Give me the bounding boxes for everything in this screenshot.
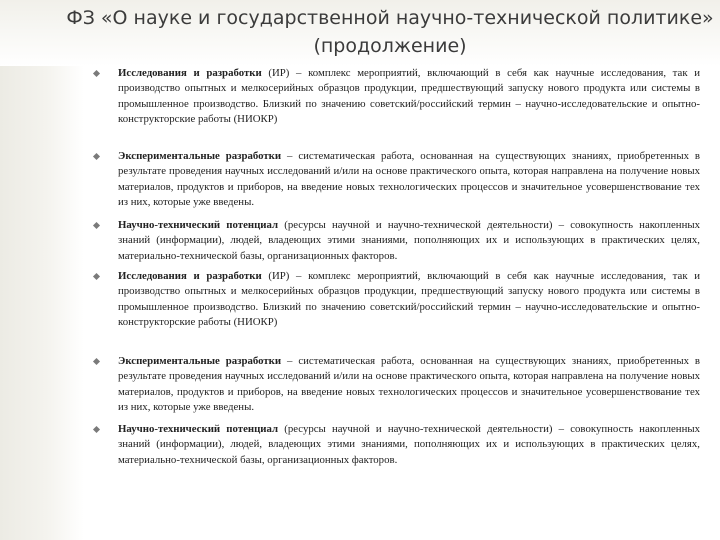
bullet-icon [93, 70, 100, 77]
item-definition: – систематическая работа, основанная на существующих знаниях, приобретенных в результате проведения научных исследований и/или на основе практического опыта, которая направлена на получение новых материалов, продуктов и приборов, на введение новых технологических процессов и значительное усовершенствование тех из них, которые уже введены. [118, 355, 700, 414]
bullet-icon [93, 153, 100, 160]
slide-title: ФЗ «О науке и государственной научно-технической политике» (продолжение) [66, 7, 714, 57]
item-definition: – систематическая работа, основанная на существующих знаниях, приобретенных в результате проведения научных исследований и/или на основе практического опыта, которая направлена на получение новых материалов, продуктов и приборов, на введение новых технологических процессов и значительное усовершенствование тех из них, которые уже введены. [118, 150, 700, 209]
item-abbr: (ИР) [261, 270, 290, 282]
item-text [118, 422, 700, 468]
item-definition: – комплекс мероприятий, включающий в себя как научные исследования, так и производство опытных и мелкосерийных образцов продукции, предшествующий запуску нового продукта или системы в промышленное производство. Близкий по значению советский/российский термин – научно-исследовательские и опытно-конструкторские работы (НИОКР) [118, 270, 700, 329]
item-text [118, 269, 700, 331]
item-text [118, 354, 700, 416]
item-text [118, 66, 700, 128]
item-definition: (ресурсы научной и научно-технической деятельности) – совокупность накопленных знаний (информации), людей, владеющих этими знаниями, пополняющих их и использующих в практических целях, материально-технической базы, организационных факторов. [118, 423, 700, 466]
item-term: Исследования и разработки [118, 270, 262, 282]
bullet-icon [93, 426, 100, 433]
item-term: Экспериментальные разработки [118, 150, 282, 162]
item-text [118, 218, 700, 264]
item-term: Экспериментальные разработки [118, 355, 282, 367]
item-term: Исследования и разработки [118, 67, 262, 79]
bullet-icon [93, 358, 100, 365]
item-abbr: (ИР) [261, 67, 290, 79]
item-term: Научно-технический потенциал [118, 423, 279, 435]
item-definition: (ресурсы научной и научно-технической деятельности) – совокупность накопленных знаний (информации), людей, владеющих этими знаниями, пополняющих их и использующих в практических целях, материально-технической базы, организационных факторов. [118, 219, 700, 262]
bullet-icon [93, 273, 100, 280]
item-text [118, 149, 700, 211]
item-definition: – комплекс мероприятий, включающий в себя как научные исследования, так и производство опытных и мелкосерийных образцов продукции, предшествующий запуску нового продукта или системы в промышленное производство. Близкий по значению советский/российский термин – научно-исследовательские и опытно-конструкторские работы (НИОКР) [118, 67, 700, 126]
item-term: Научно-технический потенциал [118, 219, 279, 231]
decorative-left-band [0, 0, 84, 540]
bullet-icon [93, 222, 100, 229]
